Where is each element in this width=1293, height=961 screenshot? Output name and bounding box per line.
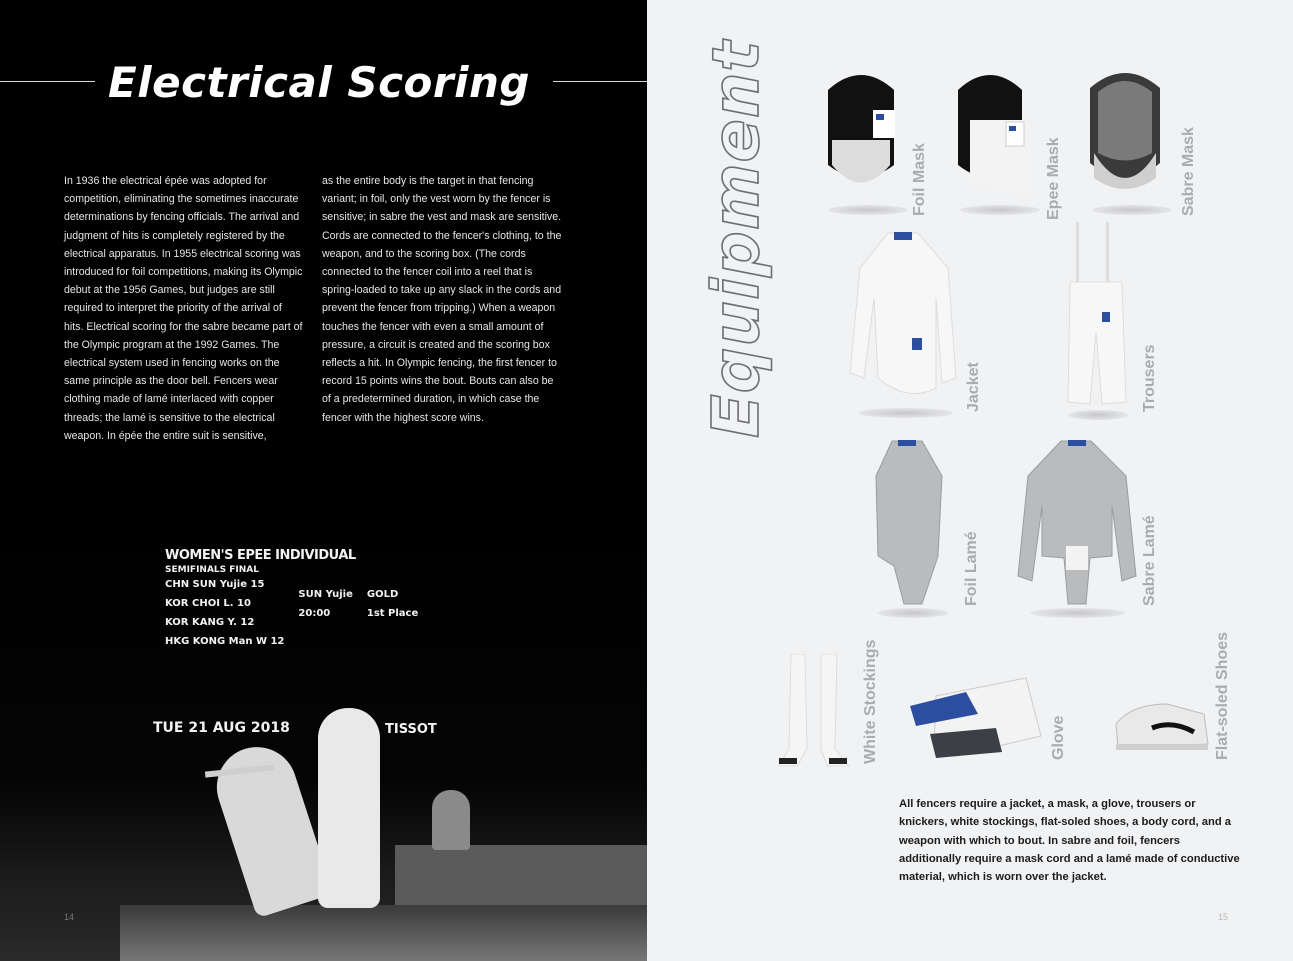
final-time: 20:00 <box>298 608 331 619</box>
white-stockings-image <box>777 654 853 777</box>
glove-image <box>906 676 1046 765</box>
sponsor-brand: TISSOT <box>385 722 437 737</box>
gold-label: GOLD <box>366 589 399 600</box>
scoreboard-title: WOMEN'S EPEE INDIVIDUAL <box>165 548 356 563</box>
column-1-text: In 1936 the electrical épée was adopted for competition, eliminating the sometimes inaccurate determinations by fencing officials. The arrival and judgment of hits is completely registered by the electrical apparatus. In 1955 electrical scoring was introduced for foil competitions, making its Olympic debut at the 1956 Games, but judges are still required to interpret the priority of the arrival of hits. Electrical scoring for the sabre became part of the Olympic program at the 1992 Games. The electrical system used in fencing works on the same principle as the door bell. Fencers wear clothing made of lamé interlaced with copper threads; the lamé is sensitive to the electrical weapon. In épée the entire suit is sensitive, <box>64 175 303 442</box>
scoreboard-row: KOR KANG Y. 12 <box>165 617 255 628</box>
equipment-body-text: All fencers require a jacket, a mask, a glove, trousers or knickers, white stockings, flat-soled shoes, a body cord, and a weapon with which to bout. In sabre and foil, fencers additionally require a mask cord and a lamé made of conductive material, which is worn over the jacket. <box>899 798 1240 884</box>
epee-mask-image <box>950 70 1036 205</box>
jacket-image <box>848 228 958 413</box>
foil-mask-shadow <box>828 205 908 215</box>
foil-lame-label: Foil Lamé <box>963 531 980 606</box>
foil-lame-shadow <box>878 608 948 618</box>
text-column-2 <box>322 172 562 427</box>
trousers-label: Trousers <box>1141 344 1158 412</box>
trousers-shadow <box>1068 410 1128 420</box>
page-number-left: 14 <box>64 912 75 922</box>
glove-label: Glove <box>1050 715 1067 760</box>
officials-table <box>395 845 647 905</box>
sabre-mask-label: Sabre Mask <box>1180 127 1197 216</box>
foil-mask-label: Foil Mask <box>911 143 928 216</box>
sabre-lame-shadow <box>1030 608 1125 618</box>
sabre-mask-shadow <box>1092 205 1172 215</box>
final-name: SUN Yujie <box>298 589 353 600</box>
sabre-mask-image <box>1082 68 1168 205</box>
foil-lame-image <box>872 436 947 611</box>
equipment-title: Equipment <box>700 39 774 438</box>
scoreboard-header: SEMIFINALS FINAL <box>165 565 260 575</box>
foil-mask-image <box>818 70 904 205</box>
scoreboard-row: KOR CHOI L. 10 <box>165 598 251 609</box>
fencer-right-silhouette <box>318 708 380 908</box>
sabre-lame-image <box>1016 436 1138 611</box>
event-date: TUE 21 AUG 2018 <box>153 720 290 736</box>
fencing-piste <box>120 905 647 961</box>
flat-soled-shoes-label: Flat-soled Shoes <box>1214 631 1231 760</box>
referee-silhouette <box>432 790 470 850</box>
jacket-shadow <box>858 408 953 418</box>
page-number-right: 15 <box>1218 912 1229 922</box>
scoreboard-row: CHN SUN Yujie 15 <box>165 579 265 590</box>
sabre-lame-label: Sabre Lamé <box>1141 515 1158 606</box>
column-2-text: as the entire body is the target in that fencing variant; in foil, only the vest worn by the fencer is sensitive; in sabre the vest and mask are sensitive. Cords are connected to the fencer's clothing, to the weapon, and to the scoring box. (The cords connected to the fencer coil into a reel that is spring-loaded to take up any slack in the cords and prevent the fencer from tripping.) When a weapon touches the fencer with even a small amount of pressure, a circuit is created and the scoring box reflects a hit. In Olympic fencing, the first fencer to record 15 points wins the bout. Bouts can also be of a predetermined duration, in which case the fencer with the highest score wins. <box>322 175 562 424</box>
title-rule-right <box>553 81 647 82</box>
trousers-image <box>1062 222 1132 415</box>
jacket-label: Jacket <box>965 362 982 412</box>
scoreboard-row: HKG KONG Man W 12 <box>165 636 285 647</box>
shoes-image <box>1112 684 1212 761</box>
epee-mask-shadow <box>960 205 1040 215</box>
white-stockings-label: White Stockings <box>862 639 879 764</box>
place-label: 1st Place <box>366 608 419 619</box>
scoreboard <box>165 548 470 651</box>
text-column-1 <box>64 172 304 445</box>
title-rule-left <box>0 81 95 82</box>
epee-mask-label: Epee Mask <box>1045 137 1062 220</box>
page-title: Electrical Scoring <box>108 58 530 107</box>
